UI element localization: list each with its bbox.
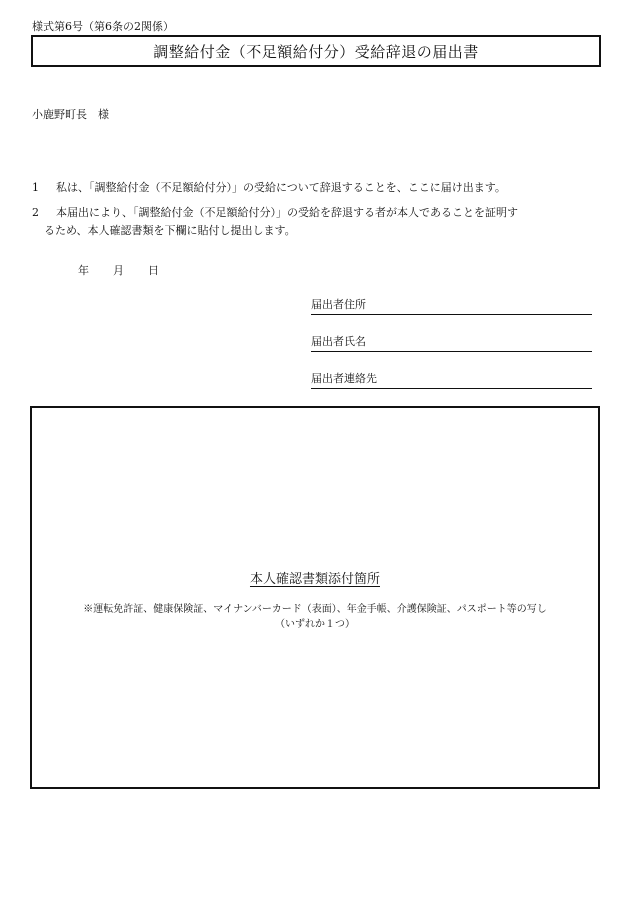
document-title: 調整給付金（不足額給付分）受給辞退の届出書	[153, 42, 479, 61]
date-line	[78, 262, 159, 278]
date-year-label: 年	[78, 264, 89, 277]
attachment-title	[32, 568, 598, 587]
statement-number: 2	[32, 206, 39, 219]
statement-text: 本届出により、「調整給付金（不足額給付分）」の受給を辞退する者が本人であることを証明す	[56, 206, 518, 219]
id-document-attachment-area[interactable]	[30, 406, 600, 789]
document-title-box	[31, 35, 601, 67]
date-month-label: 月	[113, 264, 124, 277]
addressee: 小鹿野町長 様	[32, 108, 109, 121]
attachment-note-line-2: （いずれか１つ）	[275, 619, 355, 630]
applicant-address-field[interactable]	[311, 298, 592, 315]
form-number: 様式第6号（第6条の2関係）	[32, 20, 174, 33]
statement-continuation: るため、本人確認書類を下欄に貼付し提出します。	[44, 224, 296, 237]
attachment-title-text: 本人確認書類添付箇所	[249, 572, 380, 587]
applicant-name-field[interactable]	[311, 335, 592, 352]
applicant-contact-field[interactable]	[311, 372, 592, 389]
statement-1	[32, 179, 506, 197]
statement-2	[32, 204, 518, 240]
attachment-note-line-1: ※運転免許証、健康保険証、マイナンバーカード（表面）、年金手帳、介護保険証、パスポート等の写し	[83, 604, 547, 615]
statement-text: 私は、「調整給付金（不足額給付分）」の受給について辞退することを、ここに届け出ます。	[56, 181, 506, 194]
date-day-label: 日	[148, 264, 159, 277]
attachment-note	[32, 602, 598, 632]
applicant-name-label: 届出者氏名	[311, 335, 366, 348]
statement-number: 1	[32, 181, 39, 194]
applicant-address-label: 届出者住所	[311, 298, 366, 311]
applicant-contact-label: 届出者連絡先	[311, 372, 377, 385]
